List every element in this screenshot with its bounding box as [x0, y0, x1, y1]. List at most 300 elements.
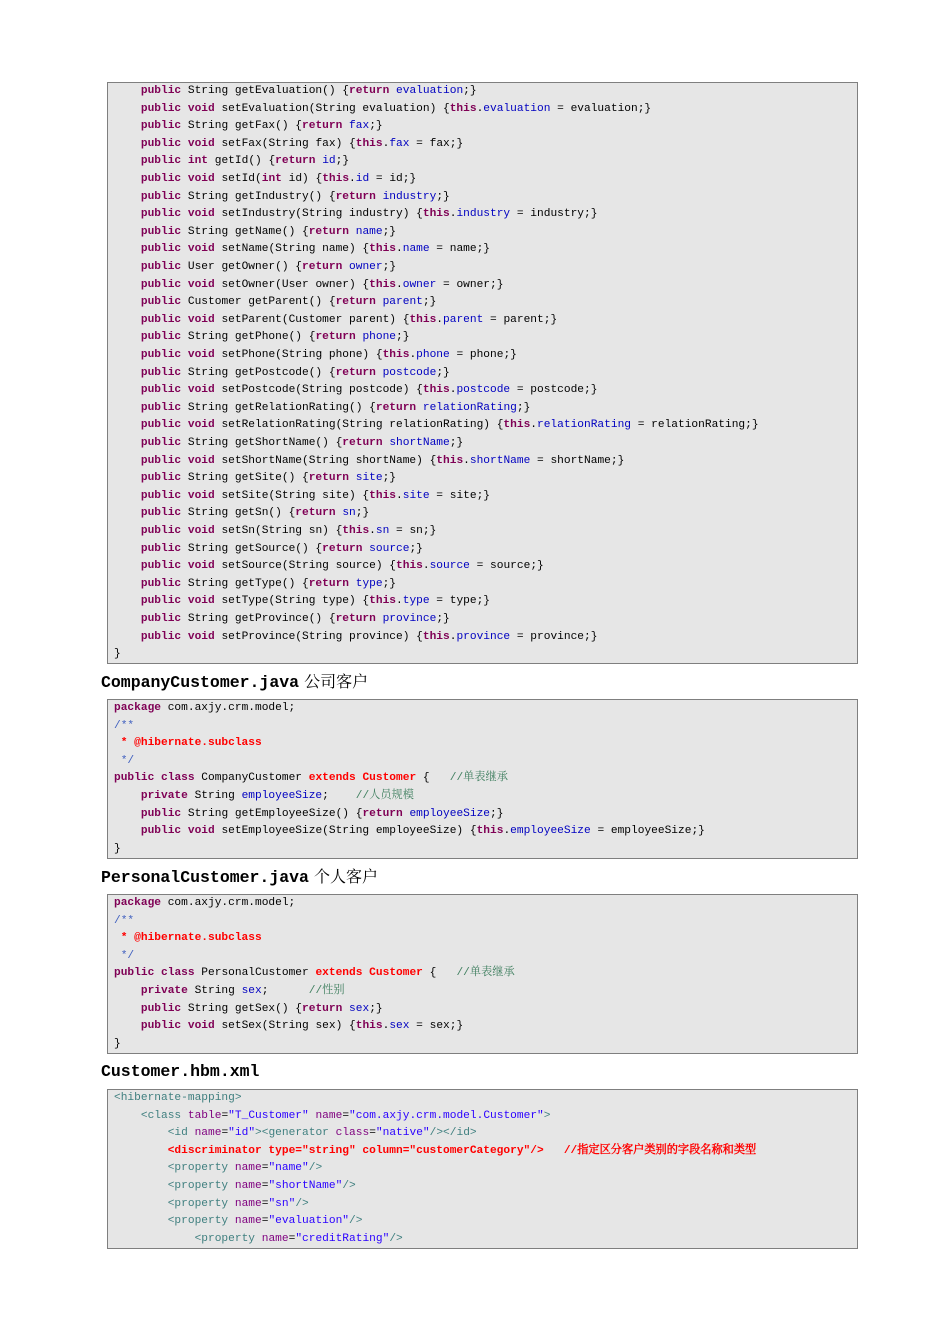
code-token: String getShortName() {: [181, 437, 343, 449]
code-line: [114, 329, 409, 347]
code-line: [114, 470, 396, 488]
code-token: void: [187, 173, 215, 185]
code-line: [114, 294, 436, 312]
code-token: relationRating: [422, 401, 517, 414]
code-token: setId(: [214, 173, 262, 185]
code-token: [114, 261, 141, 273]
code-token: = postcode;}: [510, 384, 598, 397]
code-token: [228, 1180, 235, 1192]
code-token: return: [342, 437, 383, 449]
code-line: [114, 770, 508, 788]
code-token: [181, 243, 188, 255]
section-heading-personal-customer: [101, 866, 378, 888]
code-line: [114, 593, 490, 611]
code-token: ;}: [382, 472, 397, 485]
code-token: "com.axjy.crm.model.Customer": [349, 1109, 544, 1122]
code-token: [181, 825, 188, 837]
code-token: this: [355, 1020, 383, 1033]
code-token: = sex;}: [409, 1020, 464, 1033]
code-line: [114, 788, 414, 806]
code-token: setOwner(User owner) {: [214, 278, 370, 291]
code-token: return: [349, 85, 390, 97]
code-token: name: [234, 1215, 262, 1228]
code-token: <id: [167, 1127, 188, 1140]
code-token: String: [187, 790, 242, 802]
code-token: setPhone(String phone) {: [214, 349, 383, 361]
code-token: public: [140, 437, 182, 449]
code-token: [114, 173, 141, 185]
code-token: return: [308, 225, 350, 238]
code-token: shortName: [389, 437, 450, 449]
code-token: [114, 1162, 168, 1174]
code-token: [376, 613, 383, 625]
code-token: <property: [167, 1180, 229, 1192]
code-token: [114, 226, 141, 238]
code-token: this: [422, 208, 450, 221]
code-token: private: [140, 985, 188, 997]
code-token: source: [429, 560, 470, 573]
code-token: sex: [389, 1020, 410, 1033]
code-token: Customer getParent() {: [181, 296, 336, 309]
code-token: = type;}: [429, 595, 491, 608]
code-token: public: [140, 595, 182, 608]
code-token: sex: [241, 985, 262, 997]
code-line: [114, 841, 121, 859]
code-token: String getProvince() {: [181, 613, 336, 625]
code-token: [114, 490, 141, 502]
code-token: return: [362, 807, 403, 820]
code-token: void: [187, 137, 215, 150]
code-token: owner: [402, 278, 437, 291]
code-token: ;}: [449, 437, 464, 449]
code-token: .: [449, 630, 457, 643]
code-token: String getSite() {: [181, 472, 309, 485]
code-line: [114, 382, 597, 400]
code-line: [114, 1090, 242, 1108]
code-token: package: [114, 702, 161, 714]
code-token: this: [422, 384, 450, 397]
code-token: [114, 525, 141, 537]
code-token: [114, 191, 141, 203]
code-token: ;}: [369, 120, 383, 133]
code-token: employeeSize: [241, 790, 323, 802]
code-token: [114, 1180, 168, 1192]
code-token: void: [187, 630, 215, 643]
code-token: public: [140, 261, 182, 273]
code-token: [114, 985, 141, 997]
code-token: public: [140, 137, 182, 150]
code-token: [181, 1110, 188, 1122]
code-token: /**: [114, 719, 135, 732]
code-token: this: [382, 349, 410, 361]
code-token: ;}: [409, 542, 423, 555]
code-token: * @hibernate.subclass: [114, 932, 262, 945]
code-token: User getOwner() {: [181, 261, 303, 273]
code-token: .: [449, 384, 457, 397]
code-token: [181, 455, 188, 467]
code-token: public: [140, 613, 182, 625]
code-block-personal-customer: [107, 894, 858, 1054]
code-token: [181, 138, 188, 150]
code-token: .: [396, 278, 403, 291]
code-token: void: [187, 525, 215, 537]
code-token: ;: [261, 985, 309, 997]
code-line: [114, 241, 490, 259]
code-token: = province;}: [510, 630, 598, 643]
code-token: [114, 1110, 141, 1122]
code-token: public: [140, 560, 182, 573]
code-line: [114, 136, 463, 154]
code-token: = shortName;}: [530, 454, 625, 467]
code-line: [114, 1143, 756, 1161]
code-token: public: [140, 525, 182, 537]
code-token: setIndustry(String industry) {: [214, 208, 423, 221]
code-token: =: [221, 1109, 229, 1122]
code-token: setEmployeeSize(String employeeSize) {: [214, 825, 477, 838]
code-token: ;}: [382, 577, 397, 590]
code-token: ;}: [382, 261, 397, 273]
code-token: String getSource() {: [181, 542, 323, 555]
code-line: [114, 948, 134, 966]
code-token: "sn": [268, 1197, 296, 1210]
code-token: this: [322, 173, 350, 185]
code-token: public: [140, 102, 182, 115]
code-line: [114, 101, 651, 119]
code-token: [154, 967, 161, 979]
code-token: setSex(String sex) {: [214, 1020, 356, 1033]
code-token: parent: [443, 313, 484, 326]
code-token: id) {: [281, 173, 323, 185]
code-token: public: [140, 807, 182, 820]
code-line: [114, 1213, 362, 1231]
code-token: String getPostcode() {: [181, 366, 336, 379]
code-token: public: [140, 472, 182, 485]
code-token: void: [187, 384, 215, 397]
code-token: =: [261, 1180, 269, 1192]
code-token: employeeSize: [510, 825, 591, 838]
code-token: return: [335, 190, 376, 203]
code-token: setSite(String site) {: [214, 489, 370, 502]
code-token: String getFax() {: [181, 120, 303, 133]
code-token: public: [140, 190, 182, 203]
code-line: [114, 735, 262, 753]
code-token: void: [187, 419, 215, 432]
code-token: [416, 402, 423, 414]
code-token: public: [140, 419, 182, 432]
code-token: relationRating: [537, 419, 631, 432]
code-token: .: [503, 825, 511, 838]
code-token: province: [456, 630, 511, 643]
code-token: source: [369, 542, 410, 555]
code-token: =: [288, 1232, 296, 1245]
code-token: String getPhone() {: [181, 331, 316, 344]
code-token: int: [187, 155, 209, 168]
code-token: fax: [349, 120, 370, 133]
code-token: [181, 1020, 188, 1032]
code-token: "T_Customer": [228, 1109, 309, 1122]
code-token: this: [355, 137, 383, 150]
code-token: .: [476, 102, 484, 115]
code-token: [114, 155, 141, 167]
code-token: setPostcode(String postcode) {: [214, 384, 423, 397]
code-line: [114, 1108, 550, 1126]
code-token: [329, 1127, 336, 1139]
code-token: public: [114, 772, 155, 785]
code-token: [154, 772, 161, 784]
code-token: ;}: [335, 155, 350, 168]
code-token: [114, 1198, 168, 1210]
code-line: [114, 523, 436, 541]
code-token: .: [463, 454, 470, 467]
code-token: void: [187, 278, 215, 291]
code-line: [114, 1178, 356, 1196]
code-token: ;}: [355, 507, 370, 520]
code-line: [114, 189, 450, 207]
code-line: [114, 1036, 121, 1054]
code-line: [114, 1001, 383, 1019]
code-token: = industry;}: [510, 208, 598, 221]
code-token: this: [369, 595, 397, 608]
code-token: class: [335, 1127, 370, 1140]
code-token: package: [114, 897, 161, 909]
code-token: [349, 226, 356, 238]
code-line: [114, 646, 121, 664]
heading-filename: PersonalCustomer.java: [101, 868, 309, 887]
code-token: return: [308, 577, 350, 590]
code-token: "evaluation": [268, 1215, 350, 1228]
code-line: [114, 806, 503, 824]
code-token: site: [355, 472, 383, 485]
code-token: [389, 85, 396, 97]
code-token: .: [396, 489, 403, 502]
code-token: public: [140, 1002, 182, 1015]
code-token: public: [140, 825, 182, 838]
code-token: name: [261, 1232, 289, 1245]
code-token: return: [295, 507, 336, 520]
code-token: String: [187, 985, 242, 997]
code-token: public: [140, 349, 182, 361]
code-token: setProvince(String province) {: [214, 630, 423, 643]
code-token: {: [422, 967, 457, 980]
code-token: =: [342, 1109, 350, 1122]
code-token: [114, 314, 141, 326]
code-token: String getEvaluation() {: [181, 85, 349, 97]
code-line: [114, 1196, 309, 1214]
code-token: [181, 349, 188, 361]
code-line: [114, 435, 463, 453]
code-line: [114, 259, 396, 277]
code-token: = evaluation;}: [550, 102, 652, 115]
code-token: */: [114, 949, 135, 962]
code-token: <property: [194, 1232, 256, 1245]
code-token: setType(String type) {: [214, 595, 370, 608]
code-token: void: [187, 825, 215, 838]
code-token: .: [382, 137, 390, 150]
code-token: = id;}: [369, 173, 417, 185]
code-token: >: [543, 1109, 551, 1122]
code-token: [181, 490, 188, 502]
code-line: [114, 576, 396, 594]
code-token: table: [187, 1109, 222, 1122]
code-token: public: [140, 401, 182, 414]
code-token: [114, 208, 141, 220]
code-line: [114, 83, 477, 101]
code-token: public: [140, 542, 182, 555]
code-token: type: [355, 577, 383, 590]
code-token: evaluation: [483, 102, 551, 115]
code-token: = site;}: [429, 489, 491, 502]
code-token: .: [436, 313, 444, 326]
code-token: return: [302, 120, 343, 133]
code-token: [114, 367, 141, 379]
code-token: [188, 1127, 195, 1139]
code-token: <class: [140, 1109, 182, 1122]
code-token: phone: [362, 331, 397, 344]
heading-caption: 公司客户: [299, 672, 369, 691]
code-line: [114, 629, 597, 647]
code-line: [114, 558, 544, 576]
code-token: [114, 825, 141, 837]
code-token: public: [140, 173, 182, 185]
code-token: = relationRating;}: [631, 419, 759, 432]
code-token: [114, 349, 141, 361]
code-token: <discriminator type="string" column="customerCategory"/> //指定区分客户类别的字段名称和类型: [167, 1144, 757, 1157]
code-token: return: [302, 1002, 343, 1015]
code-token: extends: [308, 772, 356, 785]
code-token: = sn;}: [389, 525, 437, 537]
code-token: void: [187, 208, 215, 221]
code-line: [114, 1125, 477, 1143]
code-token: public: [140, 1020, 182, 1033]
code-line: [114, 1231, 403, 1249]
code-token: return: [375, 401, 417, 414]
code-token: [114, 595, 141, 607]
code-token: [228, 1162, 235, 1174]
code-token: public: [140, 366, 182, 379]
code-token: [114, 631, 141, 643]
code-token: String getIndustry() {: [181, 190, 336, 203]
code-token: industry: [456, 208, 511, 221]
code-token: =: [261, 1197, 269, 1210]
code-token: [181, 525, 188, 537]
code-token: .: [409, 349, 417, 361]
code-token: ;: [322, 790, 356, 802]
code-token: <property: [167, 1215, 229, 1228]
code-token: String getType() {: [181, 577, 309, 590]
code-token: ><generator: [255, 1127, 329, 1140]
code-line: [114, 505, 369, 523]
code-token: ;}: [382, 225, 397, 238]
code-token: public: [140, 489, 182, 502]
code-token: public: [140, 313, 182, 326]
code-token: ;}: [369, 1002, 383, 1015]
code-token: "shortName": [268, 1180, 343, 1192]
code-token: return: [308, 472, 350, 485]
code-token: sn: [375, 525, 390, 537]
code-token: = parent;}: [483, 313, 558, 326]
code-token: //性别: [308, 985, 345, 997]
code-token: return: [335, 613, 376, 625]
code-line: [114, 224, 396, 242]
code-token: [114, 1003, 141, 1015]
code-token: ;}: [436, 613, 450, 625]
code-token: [114, 543, 141, 555]
code-token: CompanyCustomer: [194, 772, 309, 785]
code-line: [114, 118, 383, 136]
code-token: />: [349, 1215, 363, 1228]
code-token: public: [140, 384, 182, 397]
code-line: [114, 347, 517, 365]
code-token: name: [315, 1109, 343, 1122]
code-token: this: [369, 489, 397, 502]
code-token: /></id>: [429, 1127, 477, 1140]
code-token: public: [140, 331, 182, 344]
code-token: [114, 578, 141, 590]
code-token: ;}: [463, 85, 477, 97]
code-token: [114, 402, 141, 414]
code-token: evaluation: [396, 85, 464, 97]
code-token: class: [161, 772, 195, 785]
heading-filename: Customer.hbm.xml: [101, 1062, 260, 1081]
code-token: [181, 419, 188, 431]
code-token: public: [140, 208, 182, 221]
code-token: [114, 1020, 141, 1032]
code-token: String getRelationRating() {: [181, 401, 376, 414]
code-token: this: [449, 102, 477, 115]
code-token: />: [389, 1232, 403, 1245]
code-token: this: [422, 630, 450, 643]
code-token: //单表继承: [456, 967, 515, 980]
code-token: <property: [167, 1197, 229, 1210]
code-token: [114, 1145, 168, 1157]
code-token: = owner;}: [436, 278, 504, 291]
code-token: String getSex() {: [181, 1002, 303, 1015]
code-token: [114, 384, 141, 396]
code-token: =: [261, 1162, 269, 1175]
code-token: String getSn() {: [181, 507, 296, 520]
code-token: Customer: [362, 772, 417, 785]
code-token: .: [396, 243, 403, 256]
code-line: [114, 171, 416, 189]
code-token: public: [140, 507, 182, 520]
code-token: return: [315, 331, 356, 344]
code-token: "creditRating": [295, 1232, 390, 1245]
heading-caption: 个人客户: [308, 867, 379, 886]
code-line: [114, 913, 134, 931]
code-token: .: [382, 1020, 390, 1033]
code-token: Customer: [369, 967, 423, 980]
code-token: [114, 560, 141, 572]
code-token: }: [114, 1037, 121, 1050]
code-line: [114, 895, 295, 913]
code-line: [114, 1160, 322, 1178]
code-line: [114, 611, 450, 629]
code-token: "name": [268, 1162, 309, 1175]
code-token: shortName: [469, 454, 531, 467]
code-line: [114, 1018, 463, 1036]
code-token: [255, 1233, 262, 1245]
code-token: this: [396, 560, 423, 573]
code-token: this: [476, 825, 504, 838]
code-token: site: [402, 489, 430, 502]
code-token: [114, 331, 141, 343]
code-token: String getEmployeeSize() {: [181, 807, 363, 820]
code-token: name: [355, 225, 383, 238]
code-token: this: [342, 525, 370, 537]
code-token: [114, 790, 141, 802]
code-token: <hibernate-mapping>: [114, 1092, 242, 1104]
code-token: />: [295, 1197, 309, 1210]
